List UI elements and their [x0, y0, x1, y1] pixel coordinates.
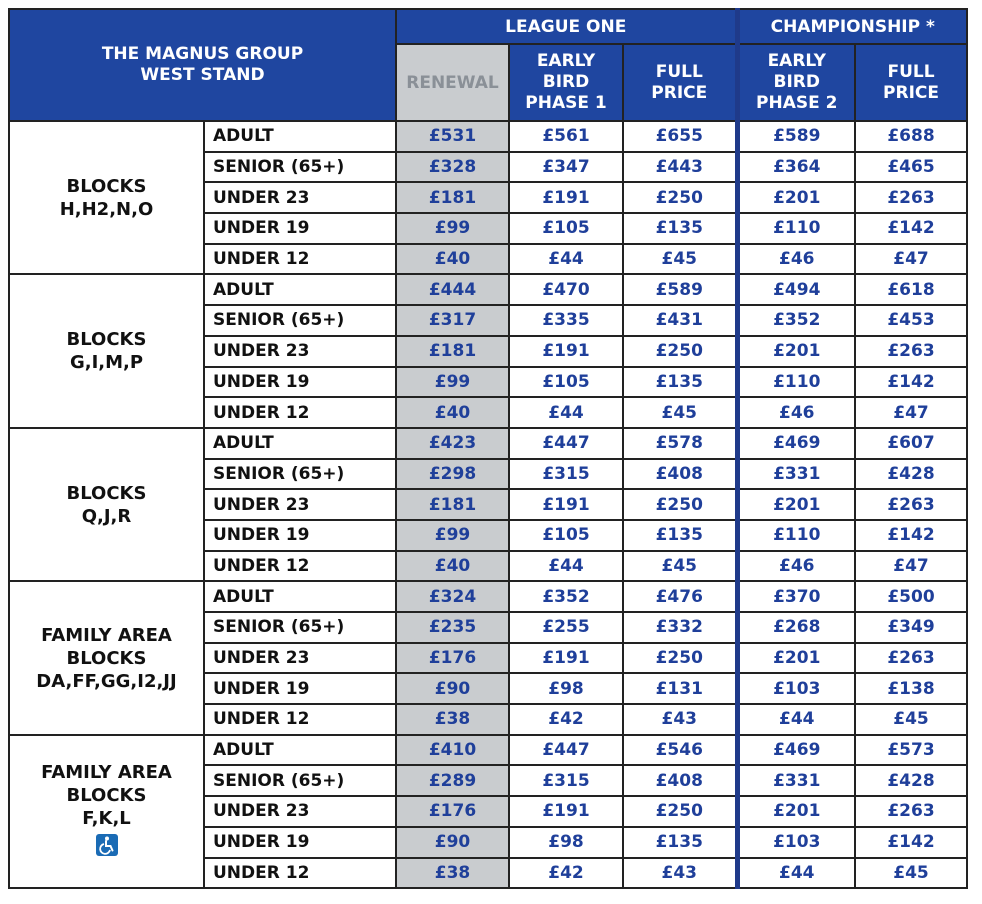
ticket-category: UNDER 19 — [204, 520, 396, 551]
ticket-category: SENIOR (65+) — [204, 152, 396, 183]
price-cell: £335 — [509, 305, 623, 336]
price-cell: £201 — [737, 336, 855, 367]
table-row — [9, 735, 967, 766]
price-cell: £607 — [855, 428, 967, 459]
price-cell: £43 — [623, 704, 737, 735]
ticket-category: SENIOR (65+) — [204, 765, 396, 796]
column-header-line: RENEWAL — [406, 72, 499, 93]
ticket-category: UNDER 12 — [204, 551, 396, 582]
price-cell: £42 — [509, 858, 623, 889]
price-cell: £263 — [855, 796, 967, 827]
price-cell: £453 — [855, 305, 967, 336]
price-cell: £191 — [509, 182, 623, 213]
column-header-3 — [737, 44, 855, 121]
price-cell: £44 — [509, 397, 623, 428]
price-cell: £191 — [509, 336, 623, 367]
block-group-label — [9, 428, 204, 581]
price-cell: £44 — [509, 244, 623, 275]
price-cell: £476 — [623, 581, 737, 612]
price-cell: £142 — [855, 213, 967, 244]
price-cell: £332 — [623, 612, 737, 643]
ticket-category: ADULT — [204, 735, 396, 766]
ticket-category: UNDER 19 — [204, 367, 396, 398]
price-cell: £263 — [855, 336, 967, 367]
price-cell: £201 — [737, 796, 855, 827]
price-cell: £263 — [855, 489, 967, 520]
price-cell: £135 — [623, 213, 737, 244]
price-cell: £250 — [623, 489, 737, 520]
block-group-label — [9, 581, 204, 734]
table-row — [9, 581, 967, 612]
price-cell: £428 — [855, 765, 967, 796]
price-cell: £43 — [623, 858, 737, 889]
price-cell: £44 — [737, 704, 855, 735]
stand-title-line2: WEST STAND — [140, 65, 265, 85]
price-cell: £423 — [396, 428, 509, 459]
price-cell: £40 — [396, 551, 509, 582]
price-cell: £578 — [623, 428, 737, 459]
ticket-category: UNDER 23 — [204, 182, 396, 213]
ticket-category: UNDER 19 — [204, 673, 396, 704]
price-cell: £655 — [623, 121, 737, 152]
price-cell: £138 — [855, 673, 967, 704]
price-cell: £45 — [855, 858, 967, 889]
block-label-line: BLOCKS — [66, 175, 147, 197]
price-cell: £110 — [737, 520, 855, 551]
column-header-line: BIRD — [542, 72, 590, 92]
block-label-line: BLOCKS — [66, 647, 147, 669]
price-cell: £469 — [737, 735, 855, 766]
price-cell: £47 — [855, 244, 967, 275]
ticket-category: UNDER 19 — [204, 827, 396, 858]
price-cell: £364 — [737, 152, 855, 183]
ticket-category: ADULT — [204, 274, 396, 305]
price-cell: £99 — [396, 213, 509, 244]
price-cell: £135 — [623, 520, 737, 551]
season-ticket-price-table — [8, 8, 968, 889]
price-cell: £546 — [623, 735, 737, 766]
price-cell: £250 — [623, 182, 737, 213]
price-cell: £176 — [396, 796, 509, 827]
price-cell: £90 — [396, 673, 509, 704]
price-cell: £45 — [623, 551, 737, 582]
price-cell: £45 — [623, 244, 737, 275]
price-cell: £235 — [396, 612, 509, 643]
price-cell: £250 — [623, 643, 737, 674]
price-cell: £40 — [396, 397, 509, 428]
block-group-label — [9, 274, 204, 427]
price-cell: £531 — [396, 121, 509, 152]
price-cell: £181 — [396, 336, 509, 367]
price-cell: £250 — [623, 336, 737, 367]
price-cell: £494 — [737, 274, 855, 305]
column-header-line: BIRD — [773, 72, 820, 92]
price-cell: £315 — [509, 459, 623, 490]
price-cell: £589 — [623, 274, 737, 305]
league-one-header: LEAGUE ONE — [396, 9, 737, 44]
price-cell: £131 — [623, 673, 737, 704]
price-cell: £46 — [737, 551, 855, 582]
price-cell: £110 — [737, 213, 855, 244]
block-label-line: FAMILY AREA — [41, 761, 172, 783]
price-cell: £103 — [737, 827, 855, 858]
championship-header: CHAMPIONSHIP * — [737, 9, 967, 44]
price-cell: £328 — [396, 152, 509, 183]
column-header-line: EARLY — [767, 51, 826, 71]
block-label-line: Q,J,R — [81, 505, 132, 527]
price-cell: £255 — [509, 612, 623, 643]
price-cell: £250 — [623, 796, 737, 827]
block-label-line: BLOCKS — [66, 329, 147, 351]
price-cell: £688 — [855, 121, 967, 152]
price-cell: £298 — [396, 459, 509, 490]
price-cell: £201 — [737, 182, 855, 213]
price-cell: £42 — [509, 704, 623, 735]
block-group-label — [9, 121, 204, 274]
ticket-category: UNDER 12 — [204, 397, 396, 428]
column-header-line: FULL — [887, 61, 935, 82]
price-cell: £268 — [737, 612, 855, 643]
price-cell: £105 — [509, 520, 623, 551]
block-label-line: F,K,L — [82, 807, 131, 829]
column-header-line: PRICE — [651, 82, 708, 103]
block-label-line: FAMILY AREA — [41, 624, 172, 646]
block-label-line: BLOCKS — [66, 482, 147, 504]
price-cell: £181 — [396, 489, 509, 520]
block-label-line: BLOCKS — [66, 784, 147, 806]
price-cell: £289 — [396, 765, 509, 796]
ticket-category: SENIOR (65+) — [204, 305, 396, 336]
price-cell: £38 — [396, 858, 509, 889]
price-cell: £191 — [509, 796, 623, 827]
price-cell: £45 — [623, 397, 737, 428]
table-row — [9, 428, 967, 459]
price-cell: £105 — [509, 213, 623, 244]
column-header-line: PHASE 2 — [756, 93, 838, 113]
price-cell: £135 — [623, 367, 737, 398]
price-cell: £263 — [855, 182, 967, 213]
ticket-category: UNDER 12 — [204, 858, 396, 889]
price-cell: £573 — [855, 735, 967, 766]
price-cell: £431 — [623, 305, 737, 336]
price-cell: £500 — [855, 581, 967, 612]
column-header-2 — [623, 44, 737, 121]
price-cell: £98 — [509, 673, 623, 704]
block-group-label — [9, 735, 204, 888]
price-cell: £447 — [509, 735, 623, 766]
price-cell: £370 — [737, 581, 855, 612]
price-cell: £110 — [737, 367, 855, 398]
price-cell: £428 — [855, 459, 967, 490]
price-cell: £191 — [509, 643, 623, 674]
price-cell: £40 — [396, 244, 509, 275]
wheelchair-icon — [96, 834, 118, 856]
price-cell: £103 — [737, 673, 855, 704]
column-header-line: EARLY — [536, 51, 596, 71]
price-cell: £135 — [623, 827, 737, 858]
price-cell: £315 — [509, 765, 623, 796]
price-cell: £44 — [737, 858, 855, 889]
price-cell: £201 — [737, 643, 855, 674]
block-label-line: H,H2,N,O — [59, 198, 154, 220]
price-cell: £352 — [509, 581, 623, 612]
price-cell: £98 — [509, 827, 623, 858]
price-cell: £45 — [855, 704, 967, 735]
price-cell: £408 — [623, 765, 737, 796]
ticket-category: SENIOR (65+) — [204, 612, 396, 643]
stand-title — [9, 9, 396, 121]
price-cell: £561 — [509, 121, 623, 152]
price-cell: £410 — [396, 735, 509, 766]
price-cell: £99 — [396, 367, 509, 398]
price-cell: £465 — [855, 152, 967, 183]
ticket-category: UNDER 19 — [204, 213, 396, 244]
block-label-line: DA,FF,GG,I2,JJ — [36, 670, 177, 692]
price-cell: £352 — [737, 305, 855, 336]
price-cell: £469 — [737, 428, 855, 459]
price-cell: £317 — [396, 305, 509, 336]
price-cell: £47 — [855, 551, 967, 582]
column-header-line: PRICE — [883, 82, 939, 103]
ticket-category: ADULT — [204, 428, 396, 459]
table-row — [9, 274, 967, 305]
block-label-line: G,I,M,P — [69, 352, 144, 374]
price-cell: £47 — [855, 397, 967, 428]
price-cell: £142 — [855, 367, 967, 398]
price-cell: £46 — [737, 244, 855, 275]
price-cell: £142 — [855, 520, 967, 551]
price-cell: £176 — [396, 643, 509, 674]
ticket-category: ADULT — [204, 581, 396, 612]
column-header-0 — [396, 44, 509, 121]
price-cell: £201 — [737, 489, 855, 520]
price-cell: £470 — [509, 274, 623, 305]
table-row — [9, 121, 967, 152]
ticket-category: UNDER 12 — [204, 244, 396, 275]
price-cell: £618 — [855, 274, 967, 305]
price-cell: £105 — [509, 367, 623, 398]
price-cell: £46 — [737, 397, 855, 428]
ticket-category: UNDER 23 — [204, 336, 396, 367]
price-cell: £99 — [396, 520, 509, 551]
column-header-line: FULL — [655, 61, 703, 82]
price-cell: £408 — [623, 459, 737, 490]
ticket-category: ADULT — [204, 121, 396, 152]
column-header-1 — [509, 44, 623, 121]
price-cell: £347 — [509, 152, 623, 183]
price-cell: £181 — [396, 182, 509, 213]
price-cell: £331 — [737, 765, 855, 796]
price-cell: £263 — [855, 643, 967, 674]
price-cell: £38 — [396, 704, 509, 735]
price-cell: £324 — [396, 581, 509, 612]
ticket-category: UNDER 23 — [204, 796, 396, 827]
price-cell: £44 — [509, 551, 623, 582]
price-cell: £90 — [396, 827, 509, 858]
column-header-line: PHASE 1 — [525, 93, 607, 113]
price-cell: £444 — [396, 274, 509, 305]
ticket-category: UNDER 23 — [204, 643, 396, 674]
price-cell: £589 — [737, 121, 855, 152]
price-cell: £331 — [737, 459, 855, 490]
price-cell: £142 — [855, 827, 967, 858]
ticket-category: UNDER 12 — [204, 704, 396, 735]
stand-title-line1: THE MAGNUS GROUP — [101, 44, 304, 64]
ticket-category: SENIOR (65+) — [204, 459, 396, 490]
price-cell: £191 — [509, 489, 623, 520]
price-cell: £443 — [623, 152, 737, 183]
price-cell: £349 — [855, 612, 967, 643]
column-header-4 — [855, 44, 967, 121]
ticket-category: UNDER 23 — [204, 489, 396, 520]
price-cell: £447 — [509, 428, 623, 459]
